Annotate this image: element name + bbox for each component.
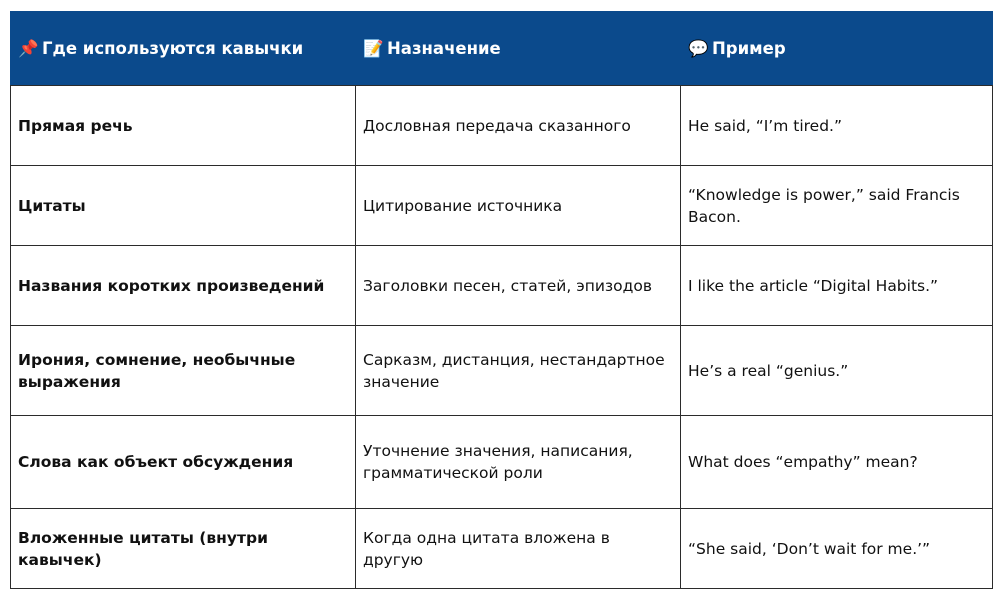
- header-usage-label: Где используются кавычки: [42, 38, 304, 58]
- purpose-cell: Уточнение значения, написания, грамматической роли: [356, 416, 681, 509]
- quotes-usage-table: [10, 11, 993, 589]
- header-purpose-label: Назначение: [387, 38, 501, 58]
- purpose-cell: Дословная передача сказанного: [356, 86, 681, 166]
- table-row: [11, 86, 993, 166]
- purpose-cell: Цитирование источника: [356, 166, 681, 246]
- example-cell: I like the article “Digital Habits.”: [681, 246, 993, 326]
- usage-cell: Вложенные цитаты (внутри кавычек): [11, 509, 356, 589]
- header-example-label: Пример: [712, 38, 786, 58]
- header-usage: [11, 12, 356, 86]
- header-example: [681, 12, 993, 86]
- table-row: [11, 246, 993, 326]
- memo-icon: 📝: [363, 38, 384, 58]
- usage-cell: Цитаты: [11, 166, 356, 246]
- usage-cell: Слова как объект обсуждения: [11, 416, 356, 509]
- pushpin-icon: 📌: [18, 38, 39, 58]
- usage-cell: Названия коротких произведений: [11, 246, 356, 326]
- table-row: [11, 166, 993, 246]
- table-row: [11, 509, 993, 589]
- usage-cell: Ирония, сомнение, необычные выражения: [11, 326, 356, 416]
- example-cell: “She said, ‘Don’t wait for me.’”: [681, 509, 993, 589]
- purpose-cell: Заголовки песен, статей, эпизодов: [356, 246, 681, 326]
- table-row: [11, 326, 993, 416]
- speech-bubble-icon: 💬: [688, 38, 709, 58]
- usage-cell: Прямая речь: [11, 86, 356, 166]
- purpose-cell: Сарказм, дистанция, нестандартное значение: [356, 326, 681, 416]
- table-header-row: [11, 12, 993, 86]
- header-purpose: [356, 12, 681, 86]
- example-cell: He said, “I’m tired.”: [681, 86, 993, 166]
- example-cell: What does “empathy” mean?: [681, 416, 993, 509]
- example-cell: He’s a real “genius.”: [681, 326, 993, 416]
- table-row: [11, 416, 993, 509]
- example-cell: “Knowledge is power,” said Francis Bacon.: [681, 166, 993, 246]
- purpose-cell: Когда одна цитата вложена в другую: [356, 509, 681, 589]
